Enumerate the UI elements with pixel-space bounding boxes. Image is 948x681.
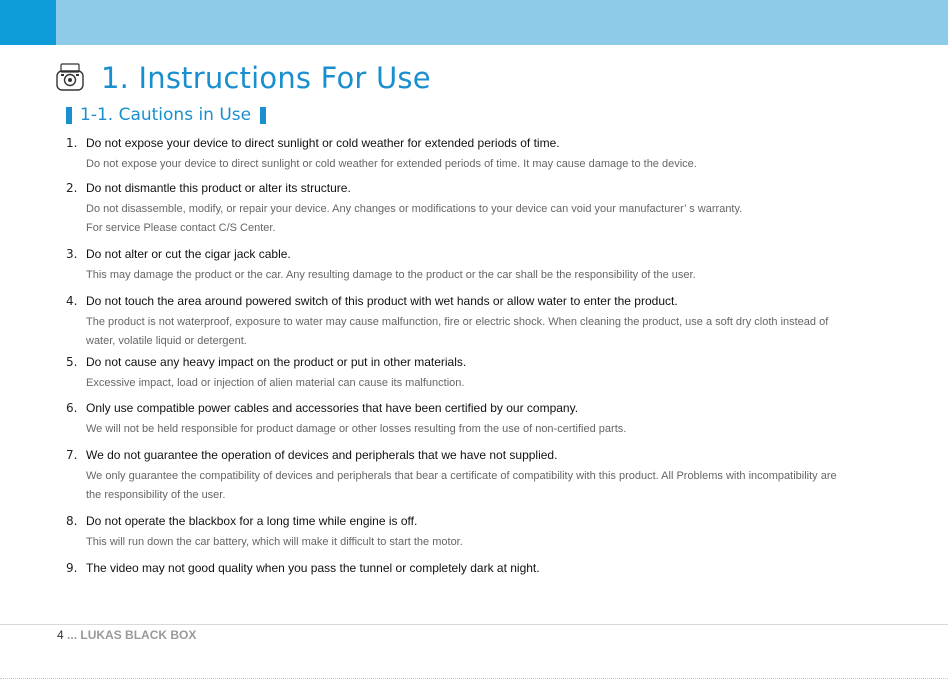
item-heading: Do not expose your device to direct sunlight or cold weather for extended periods of time. <box>86 136 560 150</box>
item-number: 2. <box>66 181 78 195</box>
page-title: 1. Instructions For Use <box>101 61 431 95</box>
item-description-line: This may damage the product or the car. Any resulting damage to the product or the car shall be the responsibility of the user. <box>86 269 696 281</box>
item-description-line: Do not disassemble, modify, or repair your device. Any changes or modifications to your device can void your manufacturer’ s warranty. <box>86 203 743 215</box>
item-number: 6. <box>66 401 78 415</box>
item-heading: Do not operate the blackbox for a long time while engine is off. <box>86 514 418 528</box>
item-description <box>86 266 896 285</box>
page-number: 4 <box>57 628 64 642</box>
item-description-line: the responsibility of the user. <box>86 489 226 501</box>
bottom-dotted-border <box>0 678 948 679</box>
item-description-line: Do not expose your device to direct sunlight or cold weather for extended periods of time. It may cause damage to the device. <box>86 158 697 170</box>
item-heading: Only use compatible power cables and accessories that have been certified by our company. <box>86 401 579 415</box>
footer-brand: ... LUKAS BLACK BOX <box>67 628 197 642</box>
item-number: 8. <box>66 514 78 528</box>
item-description-line: Excessive impact, load or injection of alien material can cause its malfunction. <box>86 377 465 389</box>
item-number: 1. <box>66 136 78 150</box>
item-heading: Do not cause any heavy impact on the product or put in other materials. <box>86 355 467 369</box>
page-footer <box>57 628 196 642</box>
item-description <box>86 533 896 552</box>
item-description <box>86 374 896 393</box>
item-description <box>86 420 896 439</box>
item-description <box>86 313 896 351</box>
item-number: 3. <box>66 247 78 261</box>
item-description <box>86 155 896 174</box>
item-description-line: For service Please contact C/S Center. <box>86 222 276 234</box>
item-description-line: This will run down the car battery, which will make it difficult to start the motor. <box>86 536 463 548</box>
item-heading: The video may not good quality when you pass the tunnel or completely dark at night. <box>86 561 540 575</box>
item-description-line: We only guarantee the compatibility of devices and peripherals that bear a certificate of compatibility with this product. All Problems with incompatibility are <box>86 470 837 482</box>
item-description <box>86 467 896 505</box>
item-description <box>86 200 896 238</box>
item-heading: Do not touch the area around powered switch of this product with wet hands or allow water to enter the product. <box>86 294 678 308</box>
item-description-line: We will not be held responsible for product damage or other losses resulting from the use of non-certified parts. <box>86 423 627 435</box>
subtitle-text: 1-1. Cautions in Use <box>80 105 252 125</box>
item-heading: We do not guarantee the operation of devices and peripherals that we have not supplied. <box>86 448 558 462</box>
item-description-line: water, volatile liquid or detergent. <box>86 335 247 347</box>
item-number: 5. <box>66 355 78 369</box>
footer-divider <box>0 624 948 625</box>
item-number: 7. <box>66 448 78 462</box>
item-heading: Do not alter or cut the cigar jack cable. <box>86 247 291 261</box>
item-heading: Do not dismantle this product or alter its structure. <box>86 181 351 195</box>
item-number: 4. <box>66 294 78 308</box>
item-description-line: The product is not waterproof, exposure to water may cause malfunction, fire or electric shock. When cleaning the product, use a soft dry cloth instead of <box>86 316 829 328</box>
item-number: 9. <box>66 561 78 575</box>
